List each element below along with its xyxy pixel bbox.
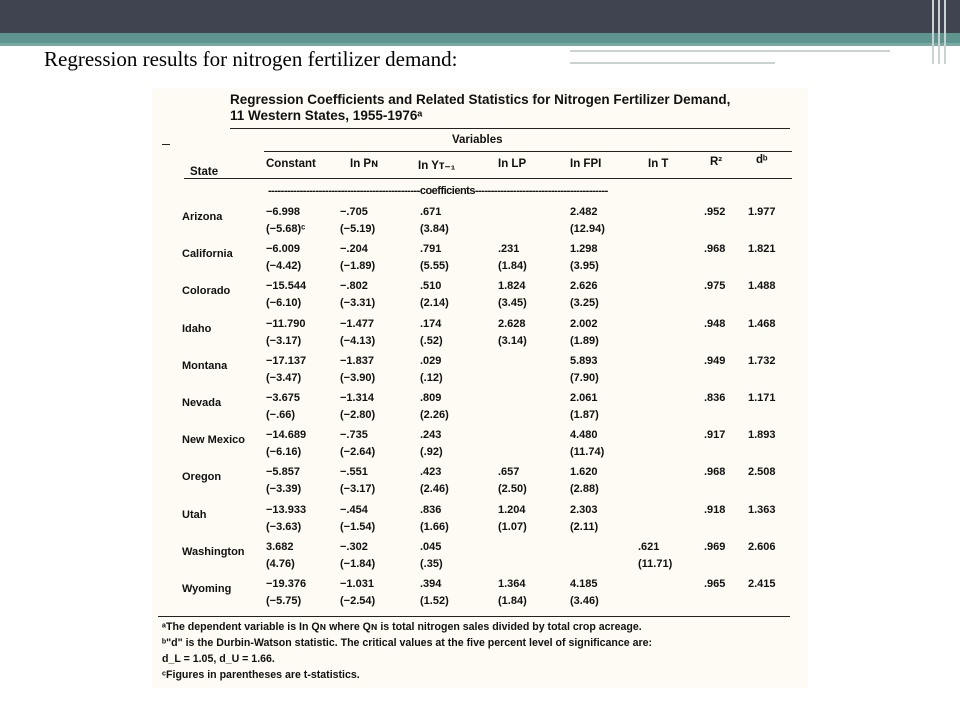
table-cell-fpi1: 2.061 [570,392,598,404]
table-cell-y2: (3.84) [420,223,449,235]
table-cell-pn2: (−3.31) [340,297,376,310]
table-cell-pn2: (−3.90) [340,371,376,384]
table-cell-y1: .174 [420,317,442,330]
footnote-b: ᵇ"d" is the Durbin-Watson statistic. The critical values at the five percent level of significance are: [162,637,653,649]
footnote-a: ᵃThe dependent variable is In Qɴ where Qɴ is total nitrogen sales divided by total crop acreage. [162,621,642,633]
table-cell-pn1: −.302 [340,540,368,553]
table-cell-y1: .809 [420,392,442,404]
variables-label: Variables [452,134,503,146]
rule-tick [162,144,170,145]
table-cell-y2: (2.46) [420,483,449,496]
table-cell-y1: .243 [420,429,442,442]
slide-accent-band [0,33,960,43]
header-lnlp: In LP [498,158,527,170]
table-cell-t1: .621 [638,540,660,553]
table-cell-d: 1.363 [748,503,776,516]
table-cell-y2: (1.52) [420,595,449,607]
decor-line [570,62,775,64]
table-cell-r2: .952 [704,206,726,218]
table-cell-d: 1.732 [748,354,776,367]
scanned-table [152,88,808,688]
decor-line [944,0,946,64]
table-cell-pn1: −.551 [340,466,368,479]
table-cell-c1: −14.689 [266,429,307,442]
table-cell-pn2: (−2.64) [340,446,376,459]
table-cell-c2: (−6.10) [266,297,302,310]
table-cell-y2: (.52) [420,334,443,347]
table-cell-fpi2: (1.87) [570,409,599,421]
table-cell-c1: −15.544 [266,280,307,293]
table-cell-c2: (−4.42) [266,260,302,273]
table-cell-y2: (1.66) [420,520,449,533]
table-cell-pn2: (−1.89) [340,260,376,273]
table-cell-c1: −6.009 [266,243,300,256]
table-cell-fpi1: 4.480 [570,429,598,442]
table-cell-pn2: (−2.54) [340,595,376,607]
header-lnyt1: In Yᴛ₋₁ [418,160,456,172]
state-name: Wyoming [182,583,232,595]
table-cell-r2: .836 [704,392,726,404]
table-cell-d: 2.606 [748,540,776,553]
table-cell-d: 1.821 [748,243,776,256]
state-name: California [182,248,233,261]
footnote-c: ᶜFigures in parentheses are t-statistics. [162,669,360,681]
table-cell-fpi1: 4.185 [570,578,598,590]
decor-line [932,0,934,64]
table-cell-lp1: 1.824 [498,280,526,293]
table-cell-fpi1: 2.626 [570,280,598,293]
table-cell-y1: .045 [420,540,442,553]
table-cell-r2: .948 [704,317,726,330]
table-cell-fpi2: (3.46) [570,595,599,607]
table-cell-r2: .965 [704,578,726,590]
header-d: dᵇ [756,154,768,166]
table-cell-fpi1: 2.303 [570,503,598,516]
table-cell-lp1: .231 [498,243,520,256]
table-cell-d: 2.508 [748,466,776,479]
table-cell-c2: (−5.68)ᶜ [266,223,306,235]
table-cell-y1: .423 [420,466,442,479]
header-lnpn: In Pɴ [350,158,379,170]
table-cell-y1: .836 [420,503,442,516]
table-cell-y2: (.92) [420,446,443,459]
table-cell-r2: .917 [704,429,726,442]
table-cell-r2: .969 [704,540,726,553]
rule [184,178,792,179]
table-cell-y1: .394 [420,578,442,590]
coefficients-label: ------------------------------------------------coefficients------------------------------------------ [268,185,608,197]
table-cell-d: 1.488 [748,280,776,293]
decor-line [570,50,890,52]
header-lnfpi: In FPI [570,158,602,170]
table-cell-pn2: (−1.54) [340,520,376,533]
table-cell-y1: .671 [420,206,442,218]
table-cell-lp2: (1.84) [498,595,527,607]
table-cell-lp2: (1.07) [498,520,527,533]
table-cell-lp1: 2.628 [498,317,526,330]
table-title-line2: 11 Western States, 1955-1976ᵃ [230,108,423,123]
table-cell-fpi2: (1.89) [570,334,599,347]
state-name: Nevada [182,397,222,409]
table-cell-c2: (−5.75) [266,595,302,607]
header-constant: Constant [266,158,316,170]
table-cell-y1: .510 [420,280,442,293]
table-cell-d: 1.468 [748,317,776,330]
table-cell-fpi1: 1.298 [570,243,598,256]
table-cell-d: 2.415 [748,578,776,590]
table-cell-y1: .791 [420,243,442,256]
slide-accent-band-light [0,43,960,46]
table-cell-c1: 3.682 [266,540,294,553]
table-cell-lp2: (3.14) [498,334,527,347]
table-cell-c1: −11.790 [266,317,306,330]
table-cell-lp1: .657 [498,466,520,479]
table-cell-fpi1: 2.482 [570,206,598,218]
table-cell-r2: .975 [704,280,726,293]
state-name: Oregon [182,471,222,484]
table-cell-c1: −3.675 [266,392,300,404]
table-cell-r2: .918 [704,503,726,516]
table-cell-lp2: (3.45) [498,297,527,310]
table-cell-y2: (.12) [420,371,443,384]
header-lnt: In T [648,158,669,170]
table-cell-fpi2: (2.11) [570,520,599,533]
table-cell-c2: (−3.63) [266,520,302,533]
table-cell-lp2: (1.84) [498,260,527,273]
table-cell-fpi1: 2.002 [570,317,598,330]
header-state: State [190,166,219,178]
table-cell-fpi2: (2.88) [570,483,599,496]
state-name: New Mexico [182,434,245,447]
rule [230,128,790,129]
table-cell-fpi2: (12.94) [570,223,605,235]
table-title-line1: Regression Coefficients and Related Statistics for Nitrogen Fertilizer Demand, [230,92,731,107]
table-cell-pn1: −1.314 [340,392,374,404]
table-cell-c1: −6.998 [266,206,300,218]
table-cell-pn2: (−3.17) [340,483,376,496]
table-cell-pn2: (−1.84) [340,557,376,570]
state-name: Idaho [182,322,212,335]
state-name: Arizona [182,211,223,223]
table-cell-pn2: (−4.13) [340,334,376,347]
rule [158,616,790,617]
state-name: Colorado [182,285,231,298]
table-cell-c2: (−.66) [266,409,296,421]
table-cell-fpi2: (7.90) [570,371,599,384]
table-cell-r2: .968 [704,466,726,479]
state-name: Montana [182,359,228,372]
table-cell-pn1: −.735 [340,429,368,442]
table-cell-pn1: −.802 [340,280,368,293]
table-cell-fpi2: (11.74) [570,446,605,459]
table-cell-lp2: (2.50) [498,483,527,496]
table-cell-y2: (5.55) [420,260,449,273]
table-cell-y1: .029 [420,354,442,367]
table-cell-pn1: −.705 [340,206,368,218]
table-cell-y2: (.35) [420,557,443,570]
table-cell-d: 1.977 [748,206,776,218]
table-cell-pn2: (−2.80) [340,409,376,421]
table-cell-r2: .968 [704,243,726,256]
table-cell-pn2: (−5.19) [340,223,376,235]
table-cell-c1: −17.137 [266,354,307,367]
table-cell-pn1: −.204 [340,243,368,256]
table-cell-y2: (2.14) [420,297,449,310]
header-r2: R² [710,156,723,168]
table-cell-y2: (2.26) [420,409,449,421]
table-cell-c1: −5.857 [266,466,300,479]
table-cell-c2: (−3.39) [266,483,302,496]
table-cell-fpi1: 1.620 [570,466,598,479]
table-cell-t2: (11.71) [638,557,673,570]
table-cell-lp1: 1.204 [498,503,526,516]
table-cell-pn1: −.454 [340,503,368,516]
table-cell-fpi2: (3.95) [570,260,599,273]
decor-line [938,0,940,64]
table-cell-c2: (−3.17) [266,334,302,347]
table-cell-lp1: 1.364 [498,578,526,590]
table-cell-r2: .949 [704,354,726,367]
slide-top-bar [0,0,960,33]
table-cell-c2: (4.76) [266,557,295,570]
table-cell-pn1: −1.837 [340,354,374,367]
table-cell-pn1: −1.477 [340,317,374,330]
table-cell-fpi1: 5.893 [570,354,598,367]
table-cell-c2: (−6.16) [266,446,302,459]
rule [264,151,792,152]
table-cell-c1: −19.376 [266,578,307,590]
slide-title: Regression results for nitrogen fertilizer demand: [44,47,458,71]
table-cell-d: 1.893 [748,429,776,442]
footnote-b-values: d_L = 1.05, d_U = 1.66. [162,653,275,665]
table-cell-c2: (−3.47) [266,371,302,384]
table-cell-d: 1.171 [748,392,776,404]
state-name: Utah [182,508,207,521]
table-cell-pn1: −1.031 [340,578,374,590]
table-cell-fpi2: (3.25) [570,297,599,310]
state-name: Washington [182,545,245,558]
table-cell-c1: −13.933 [266,503,307,516]
